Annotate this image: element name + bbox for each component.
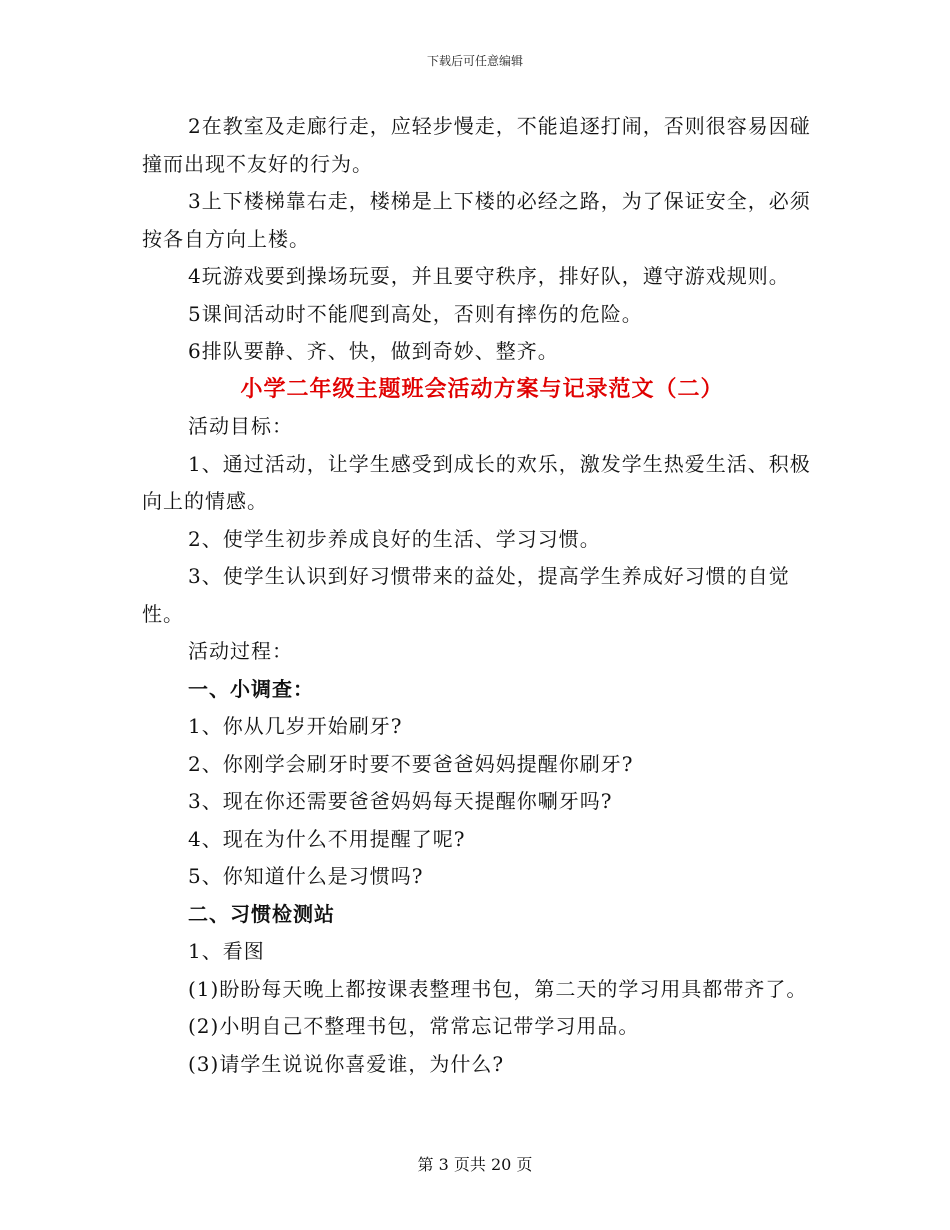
survey-item: 3、现在你还需要爸爸妈妈每天提醒你唰牙吗? bbox=[188, 789, 613, 813]
part2-subheading: 1、看图 bbox=[188, 939, 265, 963]
survey-item: 4、现在为什么不用提醒了呢? bbox=[188, 826, 466, 851]
survey-item: 2、你刚学会刷牙时要不要爸爸妈妈提醒你刷牙? bbox=[188, 751, 634, 776]
goal-item: 1、通过活动，让学生感受到成长的欢乐，激发学生热爱生活、积极向上的情感。 bbox=[142, 451, 811, 513]
process-heading: 活动过程： bbox=[188, 639, 293, 663]
part2-heading: 二、习惯检测站 bbox=[188, 901, 335, 926]
section-title: 小学二年级主题班会活动方案与记录范文（二） bbox=[240, 375, 724, 402]
document-body bbox=[142, 108, 822, 1083]
rule-item: 3上下楼梯靠右走，楼梯是上下楼的必经之路，为了保证安全，必须按各自方向上楼。 bbox=[142, 189, 811, 251]
goals-heading: 活动目标： bbox=[188, 414, 293, 438]
rule-item: 4玩游戏要到操场玩耍，并且要守秩序，排好队，遵守游戏规则。 bbox=[188, 264, 790, 288]
page-footer: 第 3 页共 20 页 bbox=[417, 1155, 533, 1174]
picture-item: (3)请学生说说你喜爱谁，为什么? bbox=[188, 1051, 505, 1076]
part1-heading: 一、小调查： bbox=[188, 676, 314, 701]
page-header: 下载后可任意编辑 bbox=[426, 54, 523, 68]
picture-item: (1)盼盼每天晚上都按课表整理书包，第二天的学习用具都带齐了。 bbox=[188, 976, 808, 1001]
rule-item: 6排队要静、齐、快，做到奇妙、整齐。 bbox=[188, 339, 559, 363]
survey-item: 1、你从几岁开始刷牙? bbox=[188, 714, 403, 738]
picture-item: (2)小明自己不整理书包，常常忘记带学习用品。 bbox=[188, 1014, 640, 1038]
rule-item: 2在教室及走廊行走，应轻步慢走，不能追逐打闹，否则很容易因碰撞而出现不友好的行为。 bbox=[142, 114, 811, 176]
goal-item: 2、使学生初步养成良好的生活、学习习惯。 bbox=[188, 526, 601, 551]
goal-item: 3、使学生认识到好习惯带来的益处，提高学生养成好习惯的自觉性。 bbox=[142, 564, 790, 626]
rule-item: 5课间活动时不能爬到高处，否则有摔伤的危险。 bbox=[188, 301, 643, 326]
survey-item: 5、你知道什么是习惯吗? bbox=[188, 864, 424, 888]
